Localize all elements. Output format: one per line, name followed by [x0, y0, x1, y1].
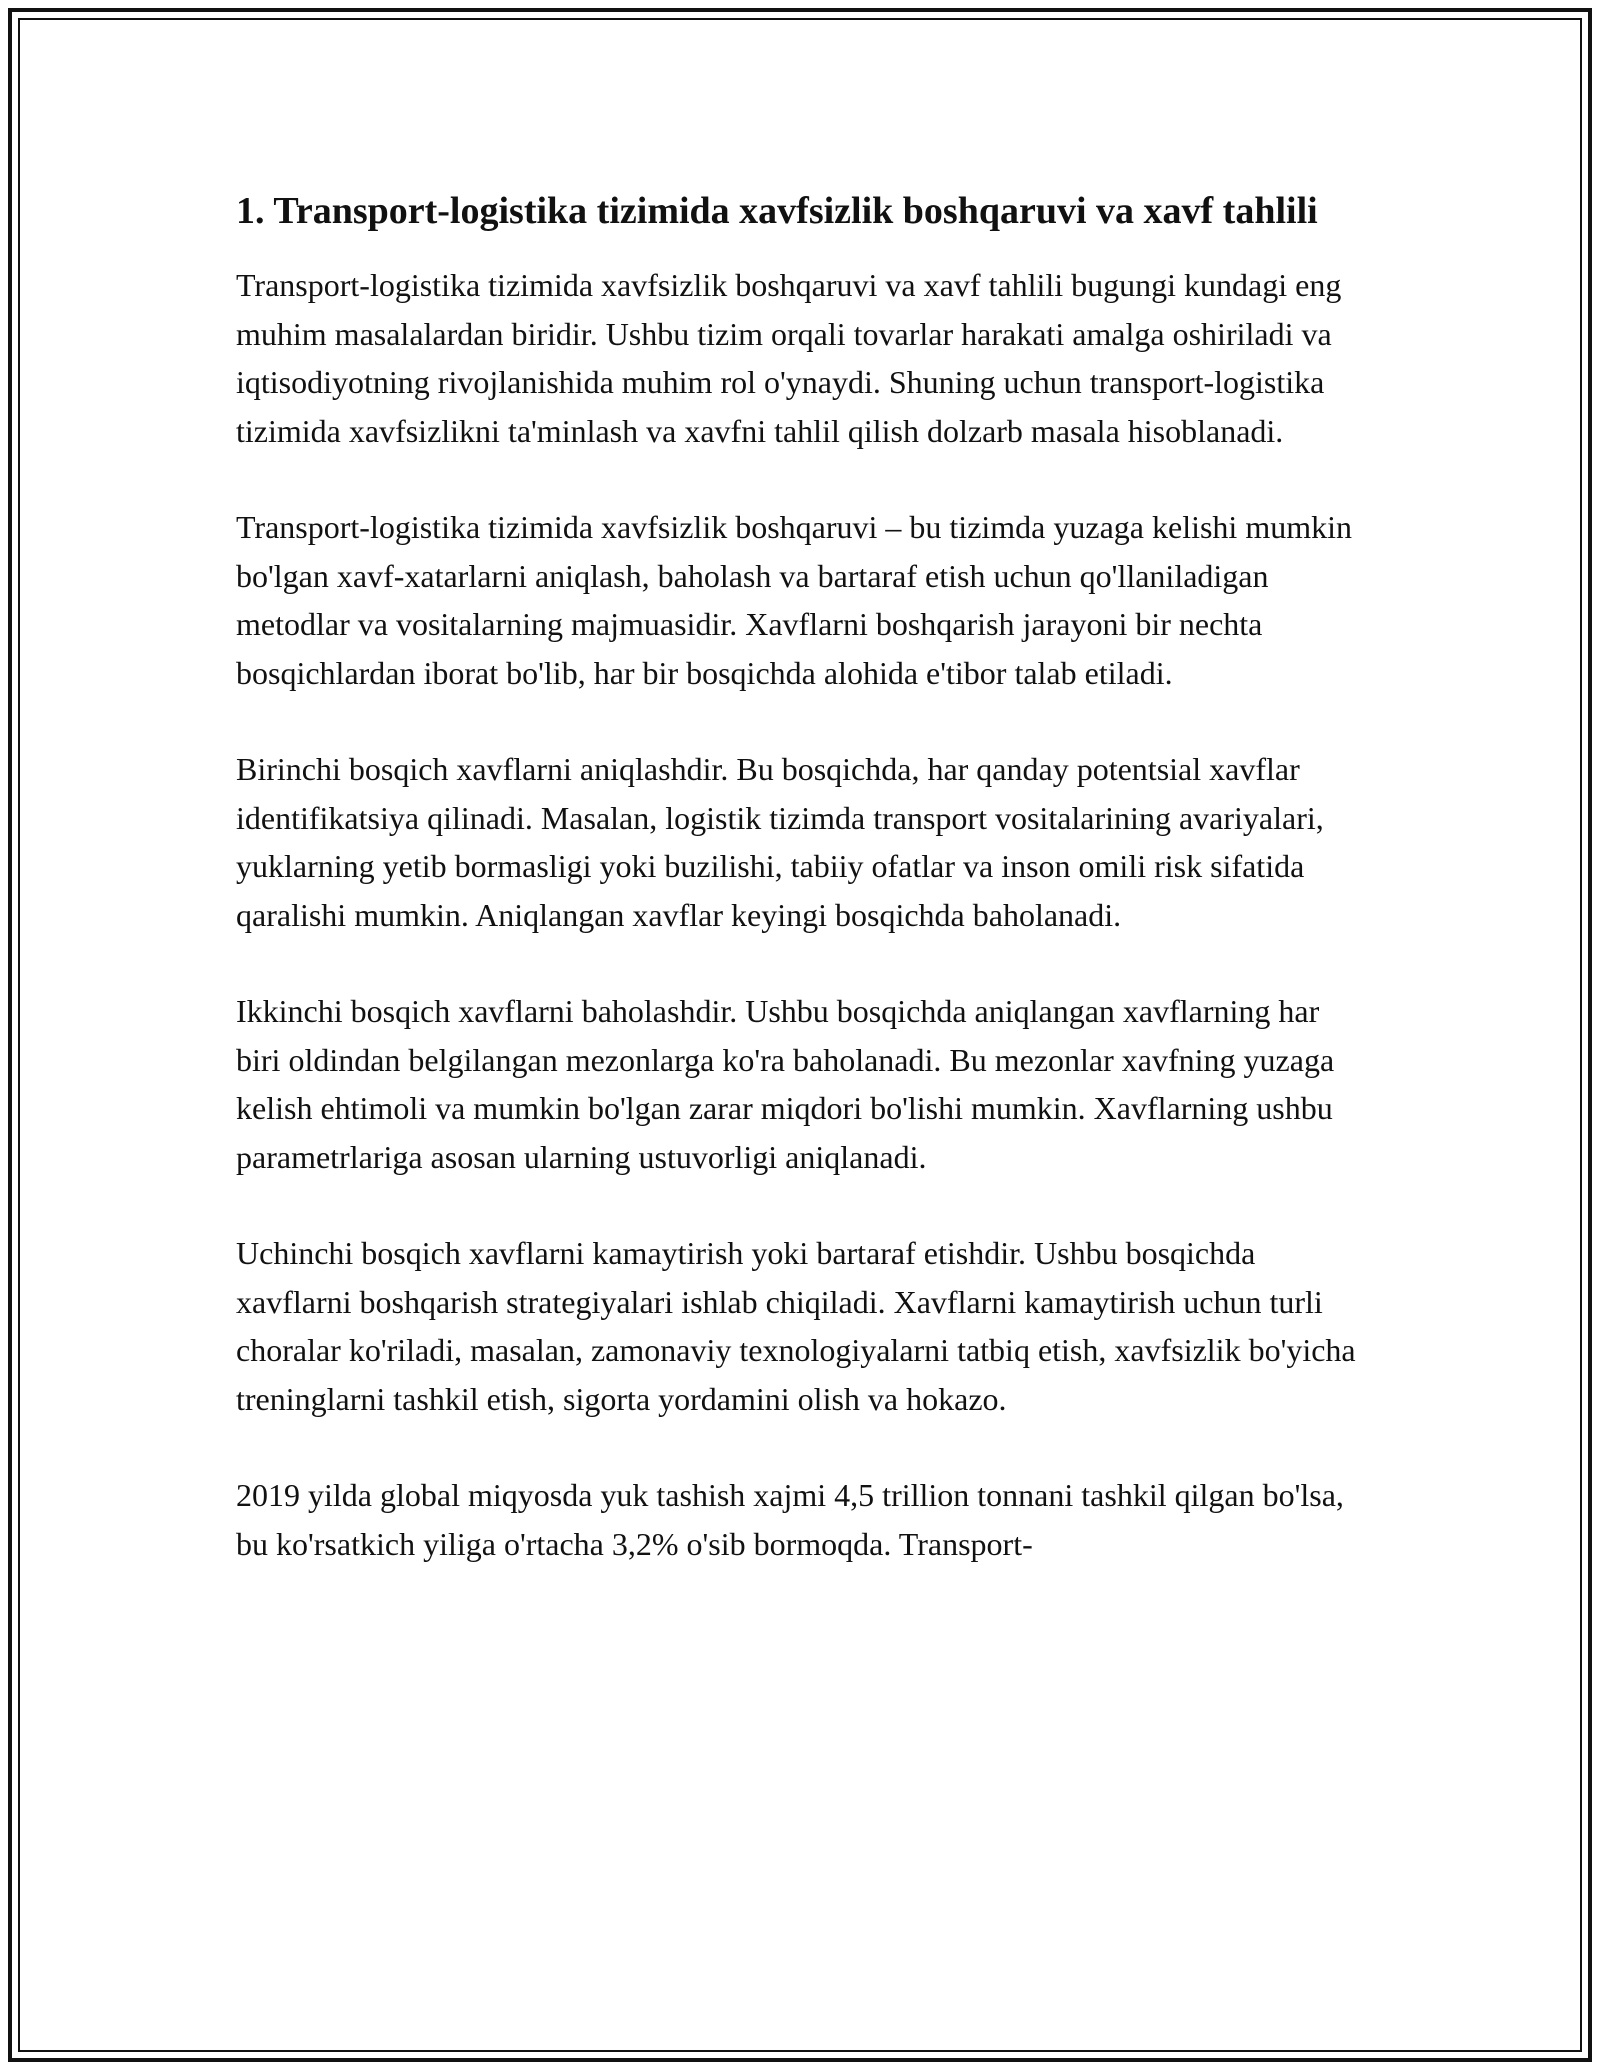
- section-heading: 1. Transport-logistika tizimida xavfsizlik boshqaruvi va xavf tahlili: [236, 190, 1318, 232]
- document-body: [236, 186, 1366, 1616]
- paragraph: Uchinchi bosqich xavflarni kamaytirish yoki bartaraf etishdir. Ushbu bosqichda xavflarni boshqarish strategiyalari ishlab chiqiladi. Xavflarni kamaytirish uchun turli choralar ko'riladi, masalan, zamonaviy texnologiyalarni tatbiq etish, xavfsizlik bo'yicha treninglarni tashkil etish, sigorta yordamini olish va hokazo.: [236, 1235, 1356, 1417]
- paragraph: 2019 yilda global miqyosda yuk tashish xajmi 4,5 trillion tonnani tashkil qilgan bo'lsa, bu ko'rsatkich yiliga o'rtacha 3,2% o'sib bormoqda. Transport-: [236, 1477, 1344, 1562]
- paragraph: Transport-logistika tizimida xavfsizlik boshqaruvi va xavf tahlili bugungi kundagi eng muhim masalalardan biridir. Ushbu tizim orqali tovarlar harakati amalga oshiriladi va iqtisodiyotning rivojlanishida muhim rol o'ynaydi. Shuning uchun transport-logistika tizimida xavfsizlikni ta'minlash va xavfni tahlil qilish dolzarb masala hisoblanadi.: [236, 267, 1342, 449]
- paragraph: Transport-logistika tizimida xavfsizlik boshqaruvi – bu tizimda yuzaga kelishi mumkin bo'lgan xavf-xatarlarni aniqlash, baholash va bartaraf etish uchun qo'llaniladigan metodlar va vositalarning majmuasidir. Xavflarni boshqarish jarayoni bir nechta bosqichlardan iborat bo'lib, har bir bosqichda alohida e'tibor talab etiladi.: [236, 509, 1352, 691]
- paragraph: Ikkinchi bosqich xavflarni baholashdir. Ushbu bosqichda aniqlangan xavflarning har biri oldindan belgilangan mezonlarga ko'ra baholanadi. Bu mezonlar xavfning yuzaga kelish ehtimoli va mumkin bo'lgan zarar miqdori bo'lishi mumkin. Xavflarning ushbu parametrlariga asosan ularning ustuvorligi aniqlanadi.: [236, 993, 1335, 1175]
- paragraph: Birinchi bosqich xavflarni aniqlashdir. Bu bosqichda, har qanday potentsial xavflar identifikatsiya qilinadi. Masalan, logistik tizimda transport vositalarining avariyalari, yuklarning yetib bormasligi yoki buzilishi, tabiiy ofatlar va inson omili risk sifatida qaralishi mumkin. Aniqlangan xavflar keyingi bosqichda baholanadi.: [236, 751, 1324, 933]
